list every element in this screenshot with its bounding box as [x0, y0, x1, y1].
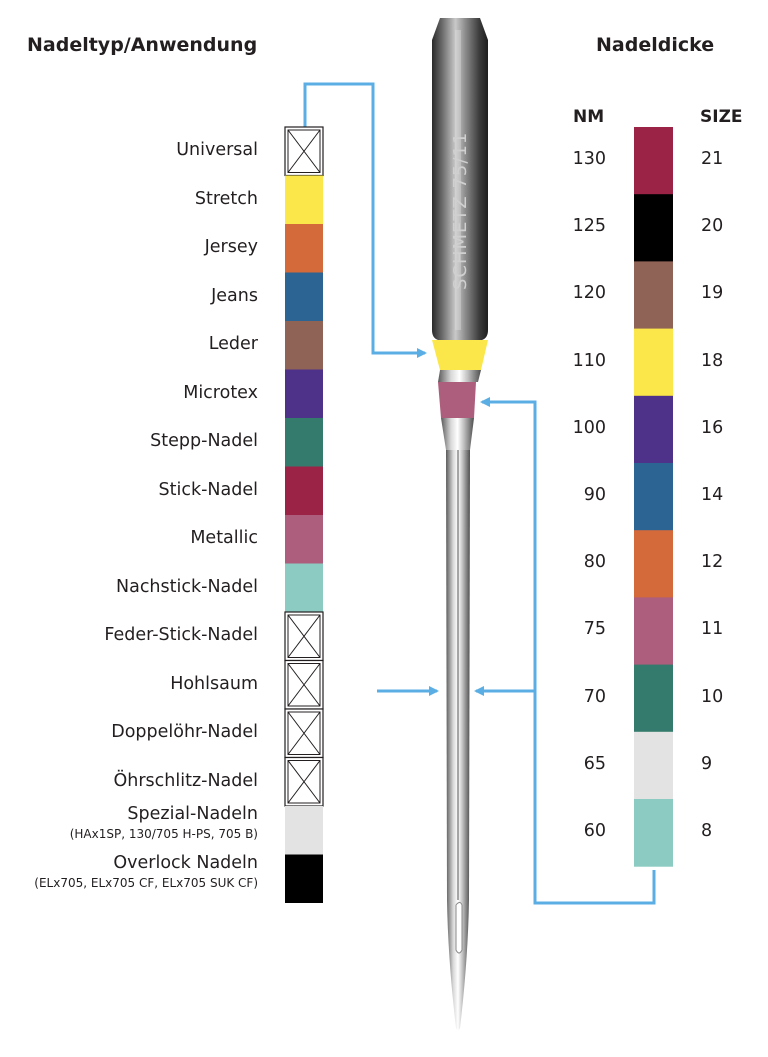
- needle-engraving: SCHMETZ 75/11: [450, 131, 471, 290]
- size-value: 9: [701, 753, 713, 774]
- size-value: 18: [701, 350, 724, 371]
- needle-type-label: Overlock Nadeln: [113, 852, 258, 873]
- type-swatch: [285, 370, 323, 419]
- nm-value: 100: [572, 417, 606, 438]
- size-swatch: [634, 261, 673, 329]
- size-swatch: [634, 597, 673, 665]
- type-swatch: [285, 127, 323, 176]
- nm-value: 130: [572, 149, 606, 169]
- nm-value: 75: [583, 619, 606, 640]
- size-value: 8: [701, 821, 713, 841]
- type-swatch: [285, 224, 323, 273]
- needle-size-swatches: [634, 127, 673, 867]
- size-value: 21: [701, 149, 724, 169]
- size-swatch: [634, 329, 673, 397]
- size-swatch: [634, 194, 673, 262]
- needle-type-label: Öhrschlitz-Nadel: [113, 770, 258, 791]
- type-swatch: [285, 515, 323, 564]
- needle-type-label: Jersey: [204, 237, 258, 257]
- nm-value: 70: [583, 686, 606, 707]
- type-swatch: [285, 855, 323, 904]
- size-column-header: SIZE: [700, 107, 743, 127]
- type-swatch: [285, 467, 323, 516]
- size-value: 10: [701, 686, 724, 707]
- needle-type-label: Feder-Stick-Nadel: [104, 625, 258, 645]
- type-swatch: [285, 612, 323, 661]
- needle-eye: [456, 903, 462, 954]
- type-swatch: [285, 321, 323, 370]
- needle-type-label: Nachstick-Nadel: [116, 576, 258, 597]
- left-heading: Nadeltyp/Anwendung: [27, 34, 258, 56]
- size-swatch: [634, 396, 673, 464]
- nm-value: 60: [583, 821, 606, 841]
- size-value: 14: [701, 485, 724, 505]
- needle-taper-2: [441, 418, 474, 450]
- size-swatch: [634, 127, 673, 195]
- type-swatch: [285, 273, 323, 322]
- needle-type-sublabel: (ELx705, ELx705 CF, ELx705 SUK CF): [34, 875, 258, 890]
- nm-value: 110: [572, 350, 606, 371]
- size-value: 11: [701, 619, 724, 640]
- nm-value: 80: [583, 552, 606, 573]
- needle-band-lower: [438, 382, 476, 418]
- needle-type-label: Metallic: [190, 528, 258, 548]
- type-swatch: [285, 176, 323, 225]
- needle-type-label: Universal: [176, 140, 258, 160]
- needle-type-label: Leder: [208, 334, 258, 354]
- type-swatch: [285, 709, 323, 758]
- needle-type-swatches: [285, 127, 323, 903]
- size-value: 19: [701, 283, 724, 304]
- nm-column-header: NM: [573, 107, 605, 127]
- size-swatch: [634, 530, 673, 598]
- size-value: 20: [701, 216, 724, 237]
- needle-type-label: Hohlsaum: [170, 673, 258, 694]
- needle-type-label: Jeans: [211, 285, 258, 306]
- nm-value: 120: [572, 283, 606, 304]
- size-swatch: [634, 463, 673, 531]
- needle-band-upper: [432, 340, 488, 370]
- size-swatch: [634, 732, 673, 800]
- size-value: 12: [701, 552, 724, 573]
- needle-type-sublabel: (HAx1SP, 130/705 H-PS, 705 B): [69, 827, 258, 841]
- size-swatch: [634, 665, 673, 733]
- needle-type-label: Stepp-Nadel: [150, 431, 258, 451]
- needle-type-label: Microtex: [183, 382, 258, 403]
- connector-size-to-needle: [482, 402, 654, 903]
- nm-value: 125: [572, 216, 606, 237]
- nm-value: 90: [583, 485, 606, 505]
- type-swatch: [285, 564, 323, 613]
- type-swatch: [285, 758, 323, 807]
- size-value: 16: [701, 417, 724, 438]
- needle-type-label: Spezial-Nadeln: [127, 804, 258, 824]
- type-swatch: [285, 806, 323, 855]
- needle-type-label: Stretch: [194, 188, 258, 209]
- type-swatch: [285, 418, 323, 467]
- nm-value: 65: [583, 753, 606, 774]
- needle-taper: [438, 370, 481, 382]
- needle-type-label: Doppelöhr-Nadel: [111, 722, 258, 742]
- needle-type-label: Stick-Nadel: [158, 479, 258, 500]
- type-swatch: [285, 661, 323, 710]
- right-heading: Nadeldicke: [596, 34, 715, 56]
- size-swatch: [634, 799, 673, 867]
